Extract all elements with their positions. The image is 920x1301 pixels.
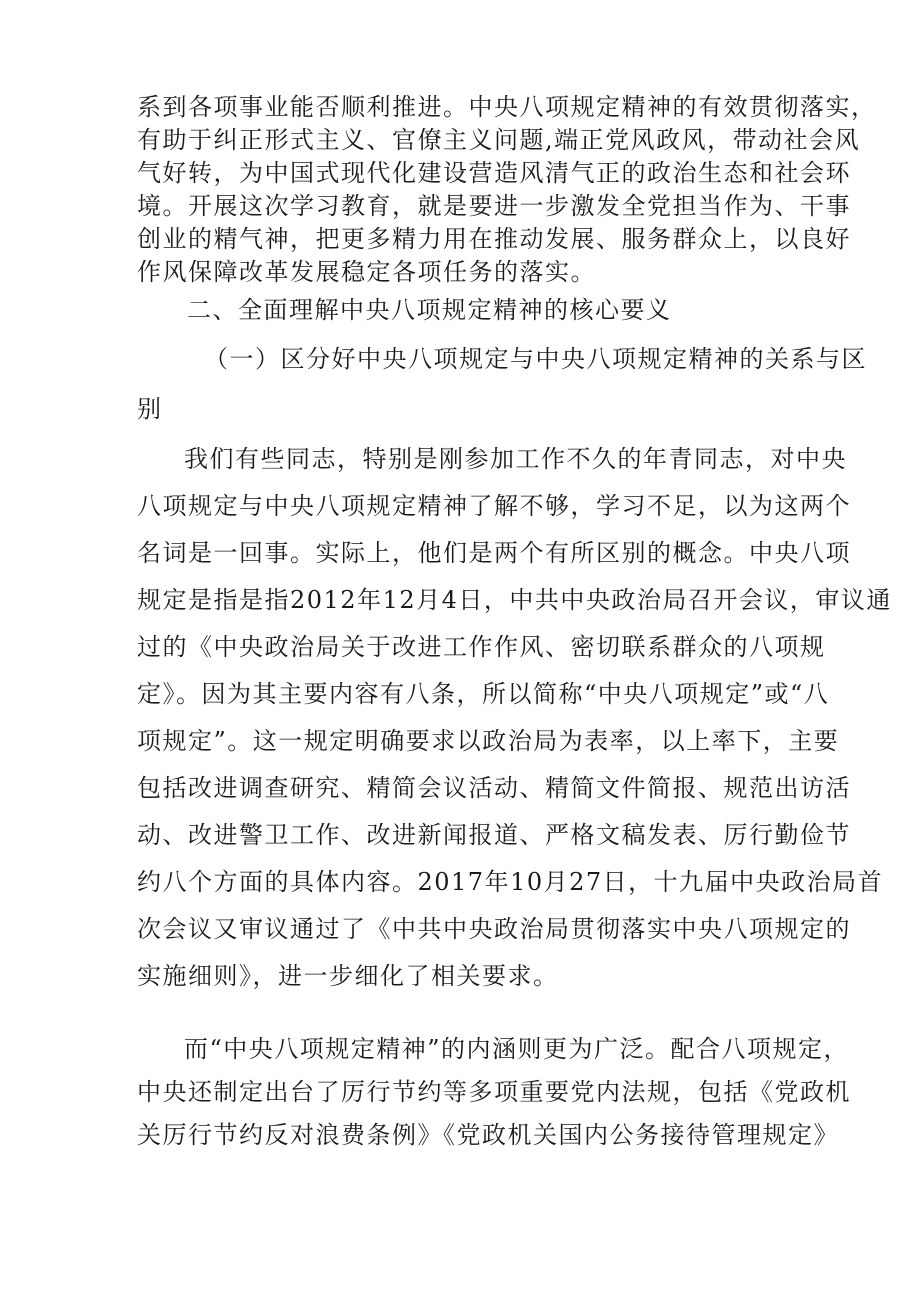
body-paragraph-1 (137, 445, 892, 1011)
text-line: 而“中央八项规定精神”的内涵则更为广泛。配合八项规定， (184, 1035, 850, 1063)
section-heading: 二、全面理解中央八项规定精神的核心要义 (187, 296, 672, 324)
text-line: 项规定”。这一规定明确要求以政治局为表率，以上率下，主要 (137, 727, 840, 755)
text-line: 规定是指是指2012年12月4日，中共中央政治局召开会议，审议通 (137, 586, 892, 614)
text-line: 气好转，为中国式现代化建设营造风清气正的政治生态和社会环 (137, 159, 851, 187)
text-line: 有助于纠正形式主义、官僚主义问题,端正党风政风，带动社会风 (137, 126, 861, 154)
text-line: 实施细则》，进一步细化了相关要求。 (137, 962, 559, 990)
text-line: 次会议又审议通过了《中共中央政治局贯彻落实中央八项规定的 (137, 915, 851, 943)
text-line: 境。开展这次学习教育，就是要进一步激发全党担当作为、干事 (137, 192, 851, 220)
text-line: 关厉行节约反对浪费条例》《党政机关国内公务接待管理规定》 (137, 1121, 839, 1149)
text-line: 动、改进警卫工作、改进新闻报道、严格文稿发表、厉行勤俭节 (137, 821, 851, 849)
body-paragraph-2 (137, 1035, 851, 1166)
intro-paragraph (137, 93, 877, 293)
subsection-heading-line-2: 别 (137, 395, 163, 423)
text-line: 作风保障改革发展稳定各项任务的落实。 (137, 258, 596, 286)
text-line: 创业的精气神，把更多精力用在推动发展、服务群众上，以良好 (137, 225, 851, 253)
text-line: 八项规定与中央八项规定精神了解不够，学习不足，以为这两个 (137, 492, 851, 520)
text-line: 包括改进调查研究、精简会议活动、精简文件简报、规范出访活 (137, 774, 851, 802)
text-line: 名词是一回事。实际上，他们是两个有所区别的概念。中央八项 (137, 539, 851, 567)
text-line: 我们有些同志，特别是刚参加工作不久的年青同志，对中央 (184, 445, 847, 473)
text-line: 系到各项事业能否顺利推进。中央八项规定精神的有效贯彻落实， (137, 93, 877, 121)
text-line: 中央还制定出台了厉行节约等多项重要党内法规，包括《党政机 (137, 1078, 851, 1106)
text-line: 定》。因为其主要内容有八条，所以简称“中央八项规定”或“八 (137, 680, 830, 708)
text-line: 约八个方面的具体内容。2017年10月27日，十九届中央政治局首 (137, 868, 884, 896)
subsection-heading-line-1: （一）区分好中央八项规定与中央八项规定精神的关系与区 (204, 345, 867, 373)
text-line: 过的《中央政治局关于改进工作作风、密切联系群众的八项规 (137, 633, 826, 661)
